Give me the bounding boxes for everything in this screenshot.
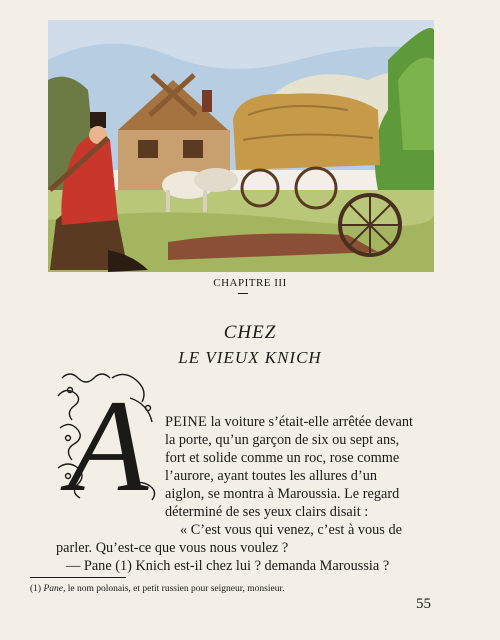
ornamental-drop-cap (52, 368, 164, 504)
drop-cap-letter: A (67, 372, 149, 504)
text-line: l’aurore, ayant toutes les allures d’un (165, 468, 377, 484)
text-line: parler. Qu’est-ce que vous nous voulez ? (56, 540, 289, 556)
chapter-title-line1: CHEZ (223, 322, 277, 343)
footnote (30, 584, 285, 594)
paragraph-indented (165, 413, 437, 521)
paragraph-full (56, 521, 437, 575)
chapter-label: CHAPITRE III (213, 277, 287, 289)
footnote-term: Pane (43, 584, 63, 594)
text-line: aiglon, se montra à Maroussia. Le regard (165, 486, 400, 502)
text-line: la porte, qu’un garçon de six ou sept ans, (165, 432, 400, 448)
page-number: 55 (416, 596, 431, 612)
text-line: déterminé de ses yeux clairs disait : (165, 504, 369, 520)
text-line: PEINE la voiture s’était-elle arrêtée devant (165, 414, 414, 430)
chapter-title-line2: LE VIEUX KNICH (178, 348, 322, 367)
footnote-marker: (1) (30, 584, 42, 594)
footnote-rule (30, 577, 126, 578)
first-word: PEINE (165, 414, 208, 430)
chapter-dash (238, 293, 248, 294)
text-line: « C’est vous qui venez, c’est à vous de (180, 522, 402, 538)
text-line: — Pane (1) Knich est-il chez lui ? demanda Maroussia ? (66, 558, 390, 574)
chapter-illustration (48, 20, 434, 272)
footnote-text: , le nom polonais, et petit russien pour seigneur, monsieur. (62, 584, 285, 594)
text-line: fort et solide comme un roc, rose comme (165, 450, 400, 466)
